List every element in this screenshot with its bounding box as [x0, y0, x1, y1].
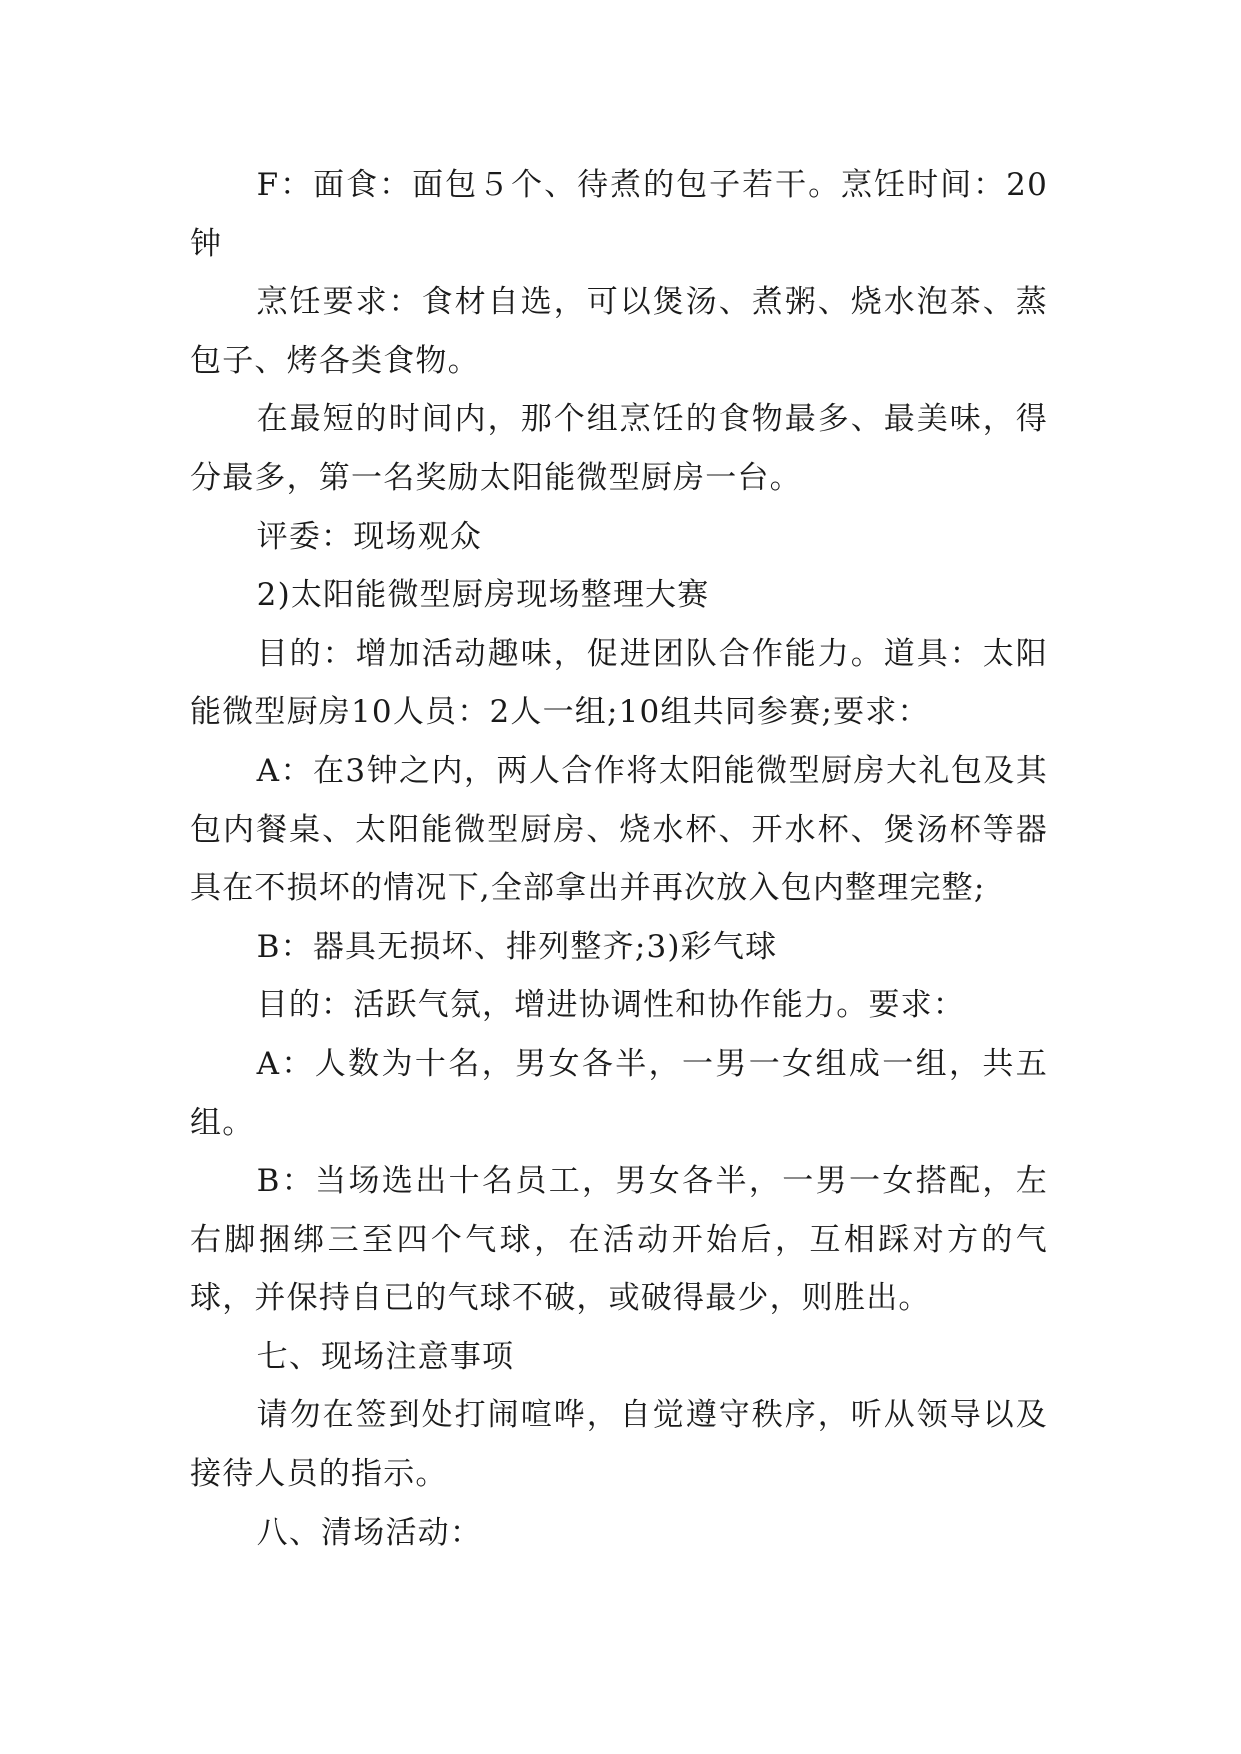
paragraph-kitchen-contest-purpose: 目的：增加活动趣味，促进团队合作能力。道具：太阳能微型厨房10人员：2人一组;10组共同参赛;要求：: [190, 635, 1048, 731]
paragraph-noodle-food: F：面食：面包５个、待煮的包子若干。烹饪时间：20钟: [190, 167, 1048, 262]
paragraph-balloon-purpose: 目的：活跃气氛，增进协调性和协作能力。要求：: [256, 987, 966, 1024]
paragraph-onsite-notes: 请勿在签到处打闹喧哗，自觉遵守秩序，听从领导以及接待人员的指示。: [190, 1397, 1048, 1493]
paragraph-balloon-rule-b: B：当场选出十名员工，男女各半，一男一女搭配，左右脚捆绑三至四个气球，在活动开始后，互相踩对方的气球，并保持自已的气球不破，或破得最少，则胜出。: [190, 1163, 1048, 1317]
paragraph-cooking-requirements: 烹饪要求：食材自选，可以煲汤、煮粥、烧水泡茶、蒸包子、烤各类食物。: [190, 284, 1048, 379]
paragraph-kitchen-contest-rule-a: A：在3钟之内，两人合作将太阳能微型厨房大礼包及其包内餐桌、太阳能微型厨房、烧水杯、开水杯、煲汤杯等器具在不损坏的情况下,全部拿出并再次放入包内整理完整;: [190, 752, 1048, 907]
section-heading-onsite-notes: 七、现场注意事项: [256, 1338, 515, 1375]
document-body: [190, 156, 1048, 1562]
paragraph-judges: 评委：现场观众: [256, 518, 483, 555]
paragraph-kitchen-contest-rule-b: B：器具无损坏、排列整齐;3)彩气球: [256, 928, 778, 965]
section-heading-cleanup: 八、清场活动：: [256, 1514, 483, 1551]
paragraph-kitchen-contest-heading: 2)太阳能微型厨房现场整理大赛: [256, 577, 710, 614]
paragraph-scoring-rule: 在最短的时间内，那个组烹饪的食物最多、最美味，得分最多，第一名奖励太阳能微型厨房一台。: [190, 401, 1048, 496]
paragraph-balloon-rule-a: A：人数为十名，男女各半，一男一女组成一组，共五组。: [190, 1045, 1048, 1141]
